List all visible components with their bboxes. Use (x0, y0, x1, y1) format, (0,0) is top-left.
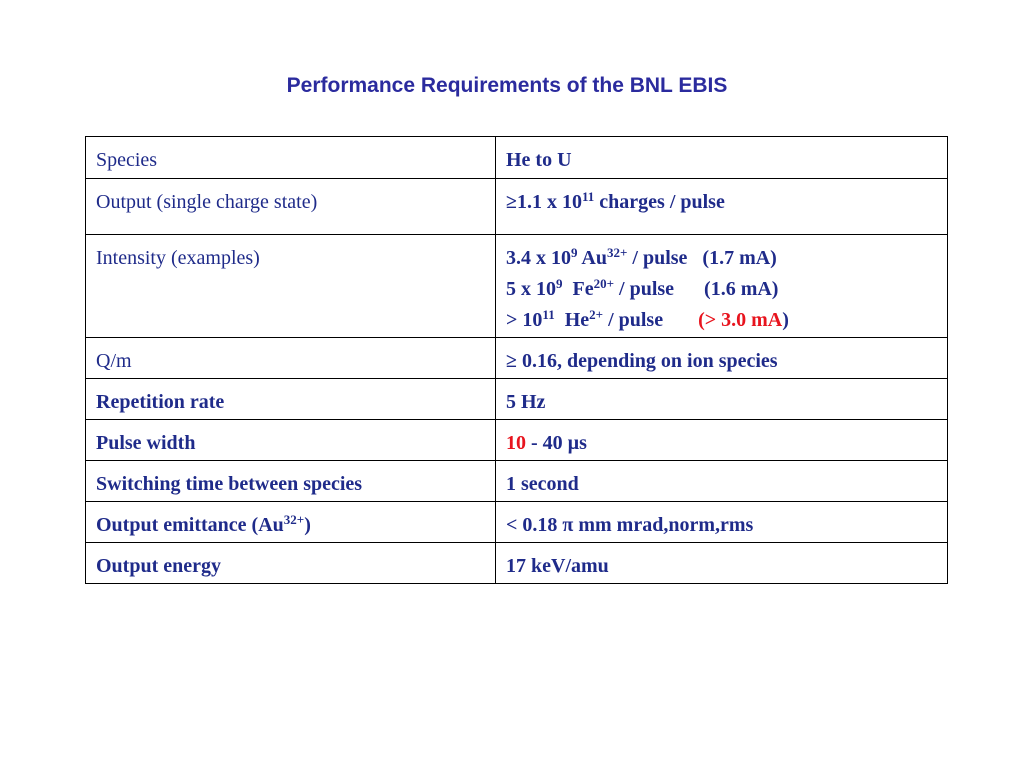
table-row-energy (86, 543, 948, 584)
value-text: ≥1.1 x 10 (506, 191, 582, 213)
value-text: - 40 µs (526, 432, 587, 454)
value-text: > 10 (506, 309, 543, 331)
table-row-switching (86, 461, 948, 502)
row-value: ≥ 0.16, depending on ion species (496, 338, 948, 379)
intensity-line-2 (506, 274, 937, 305)
table-row-intensity (86, 235, 948, 338)
value-text: 5 x 10 (506, 278, 556, 300)
row-label (86, 502, 496, 543)
row-value: 17 keV/amu (496, 543, 948, 584)
ion-symbol: Fe (562, 278, 594, 300)
row-label: Q/m (86, 338, 496, 379)
ion-symbol: Au (577, 247, 607, 269)
value-superscript: 9 (571, 245, 578, 260)
row-value (496, 235, 948, 338)
charge-superscript: 32+ (606, 245, 628, 260)
row-label: Output energy (86, 543, 496, 584)
row-value: 5 Hz (496, 379, 948, 420)
row-label: Intensity (examples) (86, 235, 496, 338)
label-text: Output emittance (Au (96, 514, 284, 536)
row-value: 1 second (496, 461, 948, 502)
row-label: Species (86, 137, 496, 179)
charge-superscript: 32+ (283, 512, 305, 527)
value-text: / pulse (1.7 mA) (627, 247, 777, 269)
value-superscript: 11 (581, 189, 595, 204)
highlight-text: 10 (506, 432, 526, 454)
value-text: 3.4 x 10 (506, 247, 571, 269)
value-text: / pulse (1.6 mA) (614, 278, 779, 300)
row-label: Output (single charge state) (86, 179, 496, 235)
row-value: < 0.18 π mm mrad,norm,rms (496, 502, 948, 543)
row-value: He to U (496, 137, 948, 179)
table-row-output (86, 179, 948, 235)
label-text: ) (304, 514, 311, 536)
table-row-qm (86, 338, 948, 379)
value-superscript: 9 (556, 276, 563, 291)
charge-superscript: 2+ (589, 307, 604, 322)
ion-symbol: He (554, 309, 590, 331)
value-text: / pulse (603, 309, 699, 331)
table-row-repetition (86, 379, 948, 420)
charge-superscript: 20+ (593, 276, 615, 291)
value-superscript: 11 (542, 307, 555, 322)
row-label: Pulse width (86, 420, 496, 461)
value-text: charges / pulse (594, 191, 725, 213)
table-row-species (86, 137, 948, 179)
slide-title: Performance Requirements of the BNL EBIS (286, 74, 728, 97)
table-row-pulse-width (86, 420, 948, 461)
table-row-emittance (86, 502, 948, 543)
row-value (496, 179, 948, 235)
requirements-table (85, 136, 948, 584)
value-text: ) (782, 309, 789, 331)
intensity-line-3 (506, 305, 937, 336)
row-value (496, 420, 948, 461)
row-label: Repetition rate (86, 379, 496, 420)
intensity-line-1 (506, 243, 937, 274)
row-label: Switching time between species (86, 461, 496, 502)
highlight-text: (> 3.0 mA (698, 309, 783, 331)
